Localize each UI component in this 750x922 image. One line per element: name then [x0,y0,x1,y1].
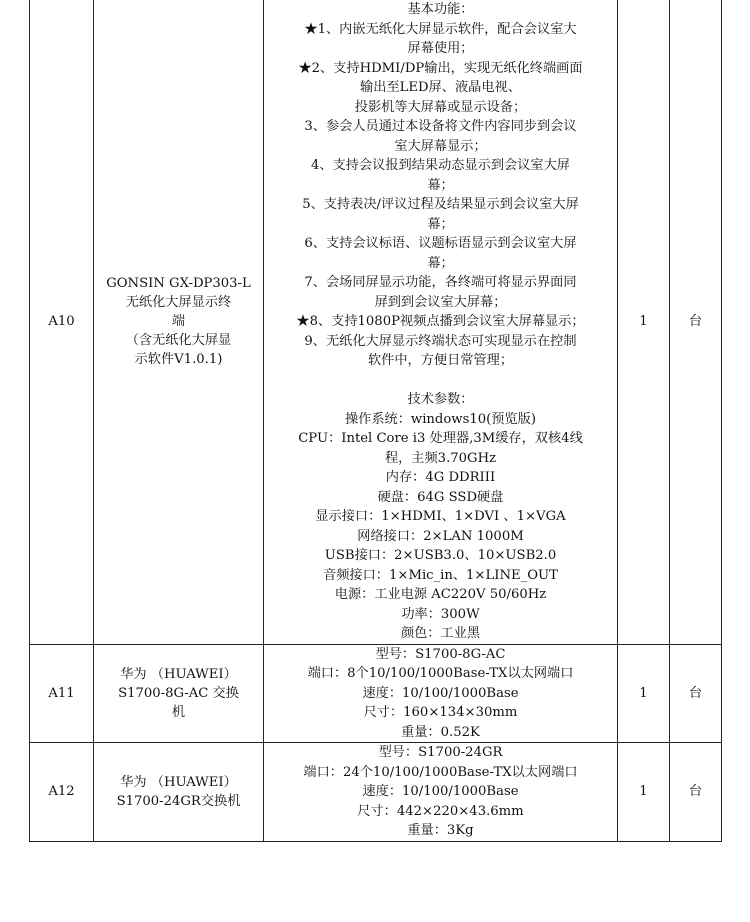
equipment-spec-table [29,0,722,842]
specification-cell [264,644,618,743]
table-row [30,743,722,842]
spec-line: 幕； [427,216,454,232]
spec-line: 幕； [427,177,454,193]
quantity-cell: 1 [618,0,670,644]
spec-line: 5、支持表决/评议过程及结果显示到会议室大屏 [302,197,579,212]
spec-line: 屏到到会议室大屏幕； [374,294,507,310]
spec-line: ★1、内嵌无纸化大屏显示软件，配合会议室大 [304,21,577,37]
spec-line: 屏幕使用； [407,41,474,56]
unit-cell: 台 [670,644,722,743]
spec-line: 7、会场同屏显示功能，各终端可将显示界面同 [304,275,577,290]
spec-line: 端口：24个10/100/1000Base-TX以太网端口 [303,764,578,780]
spec-line: 软件中，方便日常管理； [367,353,514,368]
product-name-cell [94,743,264,842]
product-name-line: S1700-24GR交换机 [116,793,241,809]
product-name-line: GONSIN GX-DP303-L [106,276,251,292]
table-body [30,0,722,841]
product-name-line: 无纸化大屏显示终 [125,295,232,311]
product-name-cell [94,644,264,743]
spec-line: 颜色：工业黑 [400,626,481,641]
spec-line: USB接口：2×USB3.0、10×USB2.0 [324,548,557,563]
item-id-cell: A10 [30,0,94,644]
product-name-line: 华为 （HUAWEI） [120,666,237,682]
product-name-line: 端 [171,314,186,330]
spec-line: 音频接口：1×Mic_in、1×LINE_OUT [323,567,558,583]
spec-line: 技术参数： [407,392,474,407]
spec-line: 电源：工业电源 AC220V 50/60Hz [334,587,547,602]
spec-line: 速度：10/100/1000Base [362,784,519,799]
product-name-line: 华为 （HUAWEI） [120,774,237,790]
spec-line: 程，主频3.70GHz [384,450,497,466]
spec-line: 内存：4G DDRIII [385,470,496,485]
spec-line: 重量：0.52K [401,724,480,740]
spec-line: 幕； [427,255,454,271]
quantity-cell: 1 [618,644,670,743]
product-name-line: S1700-8G-AC 交换 [118,685,239,701]
product-name-cell [94,0,264,644]
spec-line: 输出至LED屏、液晶电视、 [360,80,521,95]
spec-line: 6、支持会议标语、议题标语显示到会议室大屏 [304,236,577,251]
spec-line: 3、参会人员通过本设备将文件内容同步到会议 [304,119,577,134]
table-row [30,644,722,743]
spec-line: 显示接口：1×HDMI、1×DVI 、1×VGA [315,509,566,524]
spec-line: 重量：3Kg [407,823,474,838]
spec-line: 速度：10/100/1000Base [362,685,519,701]
item-id-cell: A12 [30,743,94,842]
spec-line: 型号：S1700-24GR [378,745,503,760]
quantity-cell: 1 [618,743,670,842]
unit-cell: 台 [670,0,722,644]
spec-line: 操作系统：windows10(预览版) [344,411,536,427]
unit-cell: 台 [670,743,722,842]
spec-line: 型号：S1700-8G-AC [375,646,506,662]
spec-line: 室大屏幕显示； [394,138,487,154]
spec-line: 端口：8个10/100/1000Base-TX以太网端口 [307,666,574,681]
spec-line [264,371,617,391]
specification-cell [264,743,618,842]
table-row [30,0,722,644]
spec-line: 硬盘：64G SSD硬盘 [377,489,504,505]
product-name-line: 机 [171,704,186,720]
spec-line: 尺寸：160×134×30mm [363,705,518,720]
spec-line: 尺寸：442×220×43.6mm [357,803,524,819]
item-id-cell: A11 [30,644,94,743]
product-name-line: 示软件V1.0.1) [134,352,223,368]
spec-line: ★8、支持1080P视频点播到会议室大屏幕显示； [296,314,585,329]
spec-line: 投影机等大屏幕或显示设备； [354,99,527,115]
spec-line: 网络接口：2×LAN 1000M [357,528,524,544]
spec-line: 4、支持会议报到结果动态显示到会议室大屏 [311,158,570,173]
specification-cell [264,0,618,644]
spec-line: 功率：300W [401,606,480,622]
product-name-line: （含无纸化大屏显 [125,333,232,349]
spec-line: 基本功能： [407,2,474,17]
spec-line: ★2、支持HDMI/DP输出，实现无纸化终端画面 [298,60,583,76]
spec-line: 9、无纸化大屏显示终端状态可实现显示在控制 [304,333,577,349]
spec-line: CPU：Intel Core i3 处理器,3M缓存，双核4线 [298,431,583,446]
